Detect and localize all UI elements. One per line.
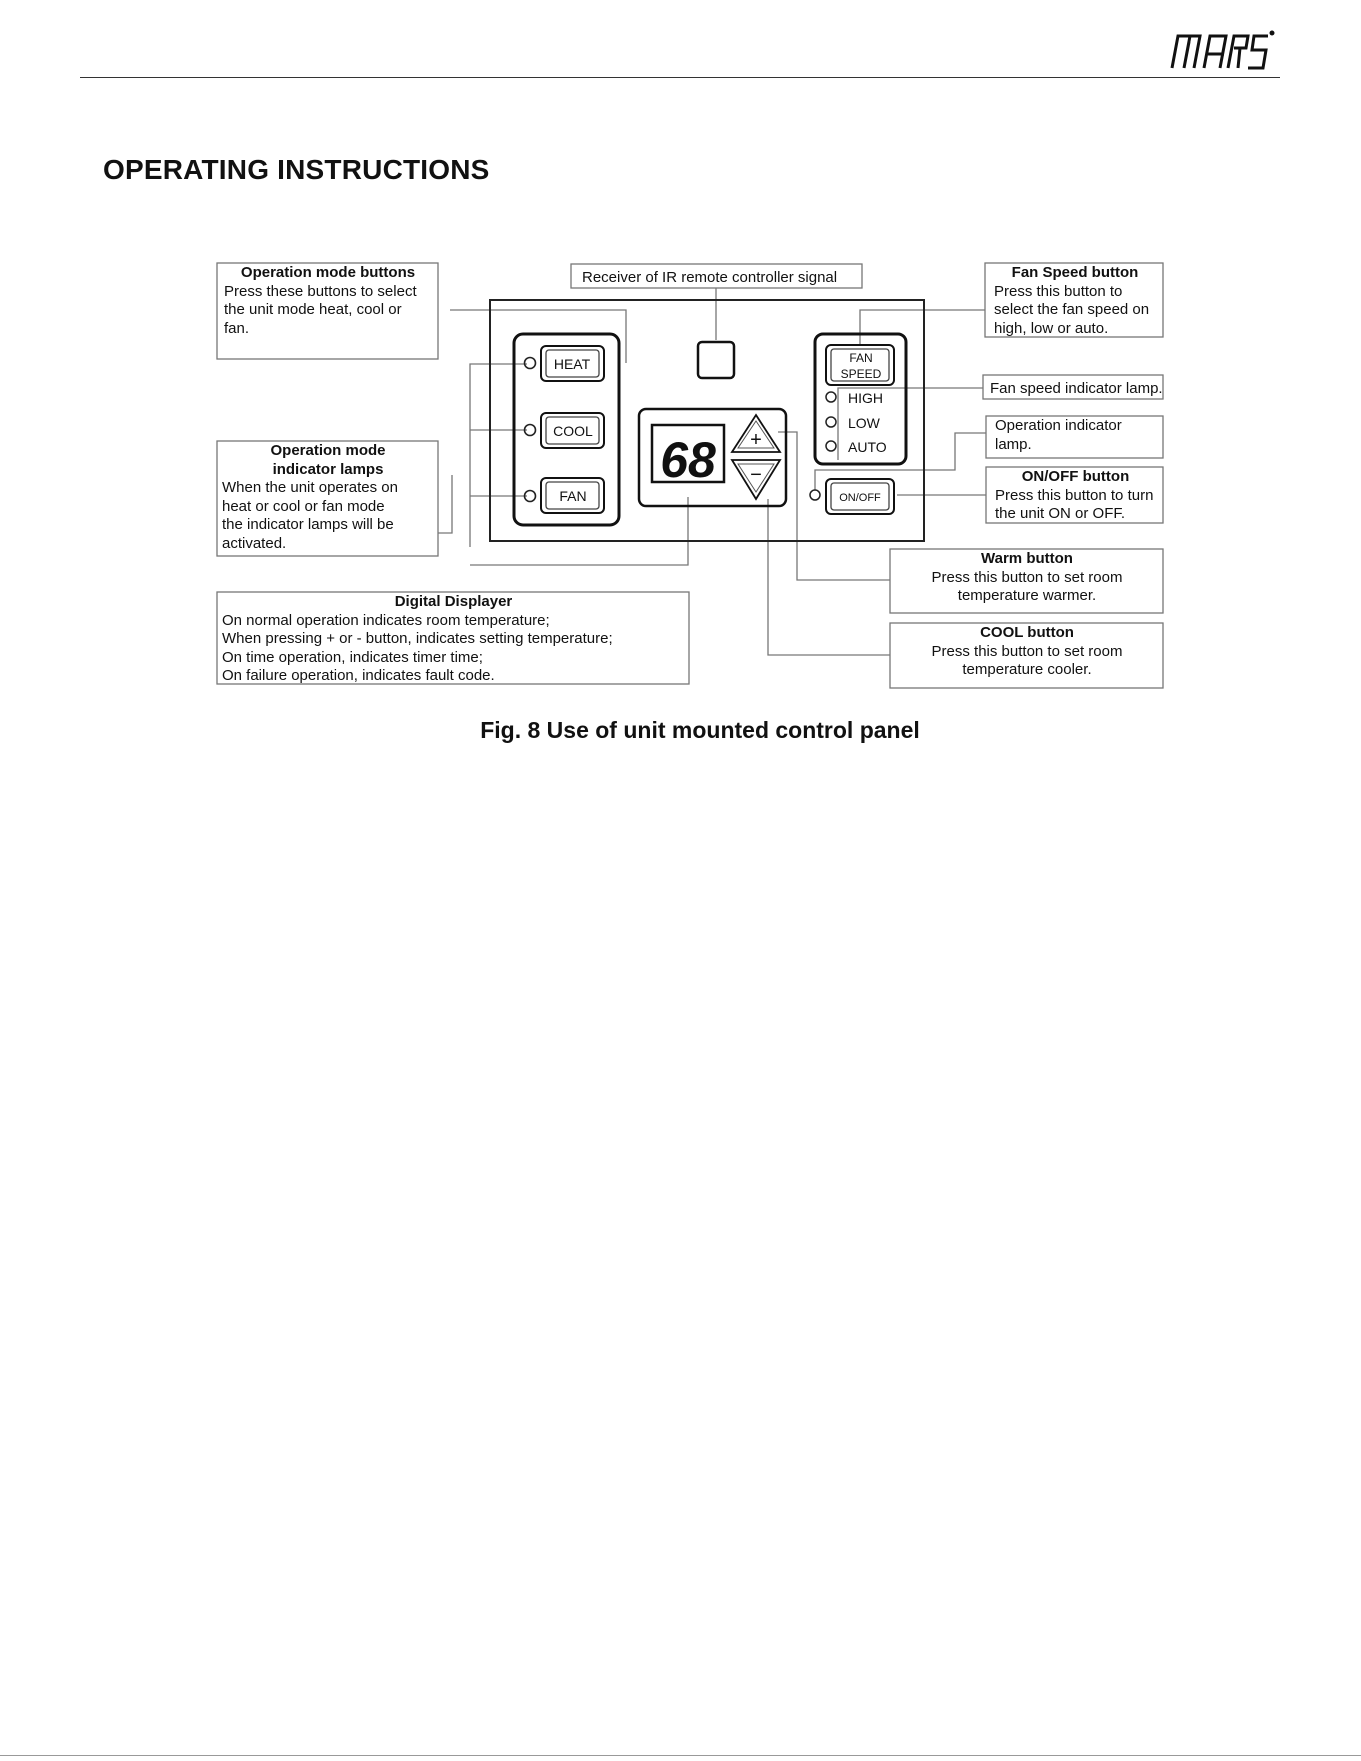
figure-caption: Fig. 8 Use of unit mounted control panel	[480, 717, 920, 743]
callout-ir-receiver: Receiver of IR remote controller signal	[582, 269, 838, 286]
heat-button-label: HEAT	[553, 356, 591, 372]
callout-line: temperature warmer.	[957, 587, 1097, 604]
ir-receiver-window	[698, 342, 734, 378]
fan-mode-button-label: FAN	[559, 488, 587, 504]
callout-line: activated.	[222, 534, 287, 552]
callout-title: Digital Displayer	[394, 593, 513, 610]
cool-mode-button[interactable]	[541, 413, 604, 448]
fan-lamp-low-icon	[826, 417, 836, 427]
callout-line: When the unit operates on	[222, 479, 398, 496]
callout-line: When pressing + or - button, indicates setting temperature;	[222, 630, 613, 647]
callout-title: Warm button	[981, 550, 1073, 567]
fan-speed-button-label-1: FAN	[849, 351, 873, 365]
callout-fan-speed-lamp: Fan speed indicator lamp.	[990, 380, 1163, 397]
callout-line: the indicator lamps will be	[222, 516, 394, 533]
callout-line: the unit ON or OFF.	[995, 505, 1126, 522]
onoff-button[interactable]	[826, 479, 894, 514]
callout-title: Operation mode	[270, 442, 386, 459]
footer-rule	[0, 1755, 1361, 1756]
callout-line: lamp.	[995, 435, 1032, 453]
fan-level-high: HIGH	[848, 390, 883, 406]
fan-speed-button[interactable]	[826, 345, 894, 385]
callout-title: indicator lamps	[272, 460, 384, 478]
callout-line: Press these buttons to select	[224, 282, 417, 300]
callout-warm-button	[892, 550, 1162, 606]
callout-line: fan.	[224, 319, 250, 337]
fan-level-low: LOW	[848, 415, 880, 431]
callout-line: the unit mode heat, cool or	[224, 301, 402, 318]
callout-cool-button	[892, 624, 1162, 680]
callout-operation-mode-lamps	[219, 442, 437, 553]
callout-digital-displayer	[219, 593, 688, 683]
callout-line: high, low or auto.	[994, 319, 1109, 336]
display-value: 68	[660, 432, 716, 488]
control-panel-figure	[0, 0, 1361, 760]
plus-button[interactable]	[732, 415, 780, 452]
plus-icon: +	[750, 429, 762, 451]
callout-line: select the fan speed on	[994, 301, 1150, 318]
callout-title: ON/OFF button	[1021, 468, 1130, 485]
operation-lamp-icon	[810, 490, 820, 500]
callout-line: Press this button to turn	[995, 486, 1154, 504]
callout-onoff-button	[988, 468, 1163, 522]
callout-line: On time operation, indicates timer time;	[222, 648, 483, 666]
callout-title: COOL button	[980, 624, 1074, 641]
onoff-button-label: ON/OFF	[839, 492, 881, 504]
fan-speed-button-label-2: SPEED	[840, 367, 882, 381]
fan-lamp-high-icon	[826, 392, 836, 402]
callout-line: Operation indicator	[995, 417, 1122, 434]
fan-lamp-auto-icon	[826, 441, 836, 451]
cool-mode-button-label: COOL	[553, 423, 593, 439]
minus-icon: −	[750, 464, 762, 486]
callout-line: On normal operation indicates room temperature;	[222, 611, 550, 629]
mode-lamp-heat-icon	[525, 358, 536, 369]
callout-line: heat or cool or fan mode	[222, 497, 385, 515]
fan-level-auto: AUTO	[848, 439, 887, 455]
callout-line: Press this button to set room	[931, 568, 1123, 586]
callout-line: temperature cooler.	[962, 661, 1092, 678]
callout-title: Operation mode buttons	[240, 264, 416, 281]
heat-button[interactable]	[541, 346, 604, 381]
minus-button[interactable]	[732, 460, 780, 499]
callout-line: Press this button to set room	[931, 642, 1123, 660]
callout-line: Press this button to	[994, 282, 1123, 300]
callout-operation-indicator	[988, 417, 1162, 454]
callout-fan-speed-button	[987, 264, 1163, 336]
fan-mode-button[interactable]	[541, 478, 604, 513]
callout-title: Fan Speed button	[1011, 264, 1139, 281]
page-title: OPERATING INSTRUCTIONS	[103, 154, 490, 185]
callout-line: On failure operation, indicates fault code.	[222, 667, 495, 683]
callout-operation-mode-buttons	[219, 264, 437, 338]
logo-text: mars	[1166, 28, 1169, 29]
